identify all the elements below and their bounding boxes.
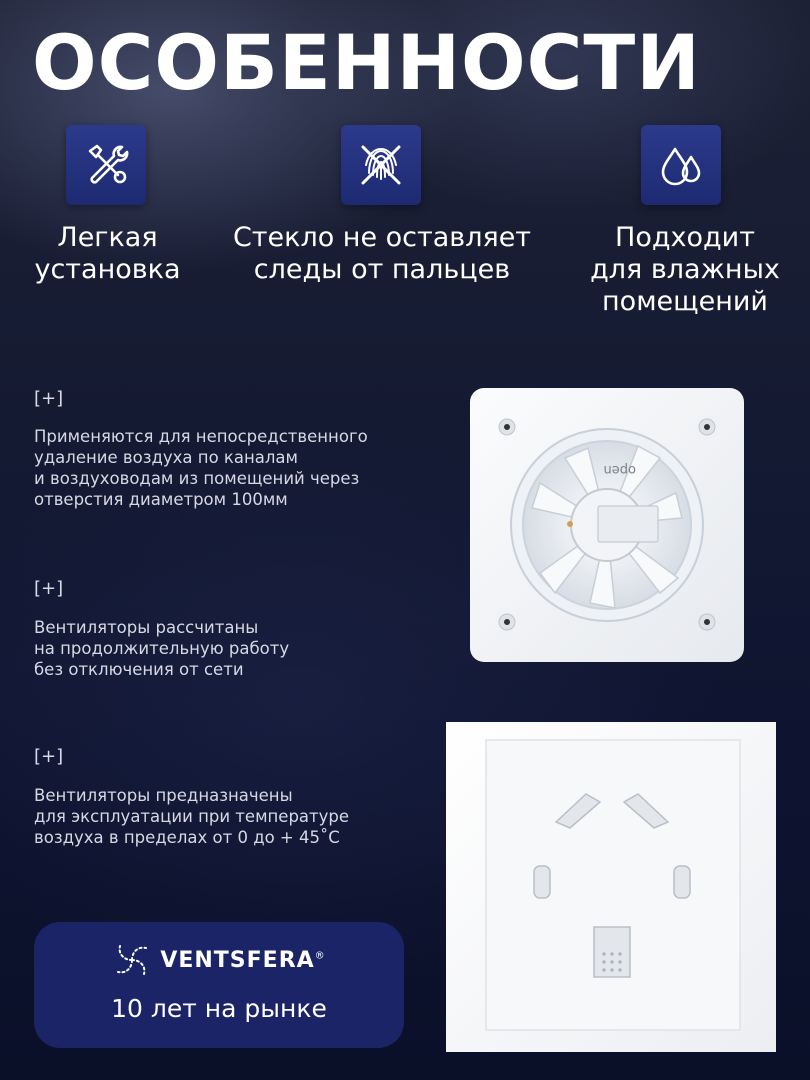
fan-cover-product-image [446,722,776,1052]
brand-tagline: 10 лет на рынке [111,994,327,1023]
detail-marker: [+] [34,388,64,409]
detail-text: Вентиляторы предназначены для эксплуатации при температуре воздуха в пределах от 0 до + 45˚С [34,786,350,847]
brand-logo [34,940,404,980]
brand-badge [34,922,404,1048]
detail-marker: [+] [34,578,64,599]
feature-label-humid: Подходит для влажных помещений [590,222,780,317]
no-fingerprint-icon [353,137,409,193]
tools-icon [78,137,134,193]
svg-text:open: open [603,462,636,477]
tools-icon-tile [66,125,146,205]
brand-registered-mark: ® [314,950,326,962]
water-drops-icon-tile [641,125,721,205]
detail-text: Применяются для непосредственного удаление воздуха по каналам и воздуховодам из помещений через отверстия диаметром 100мм [34,427,368,509]
feature-label-installation: Легкая установка [34,222,181,285]
feature-label-glass: Стекло не оставляет следы от пальцев [232,222,532,285]
page-title: ОСОБЕННОСТИ [32,18,701,107]
brand-swirl-icon [112,940,152,980]
water-drops-icon [653,137,709,193]
detail-marker: [+] [34,746,64,767]
detail-text: Вентиляторы рассчитаны на продолжительную работу без отключения от сети [34,618,290,679]
no-fingerprint-icon-tile [341,125,421,205]
brand-name: VENTSFERA [160,947,315,973]
fan-open-product-image [470,388,744,662]
